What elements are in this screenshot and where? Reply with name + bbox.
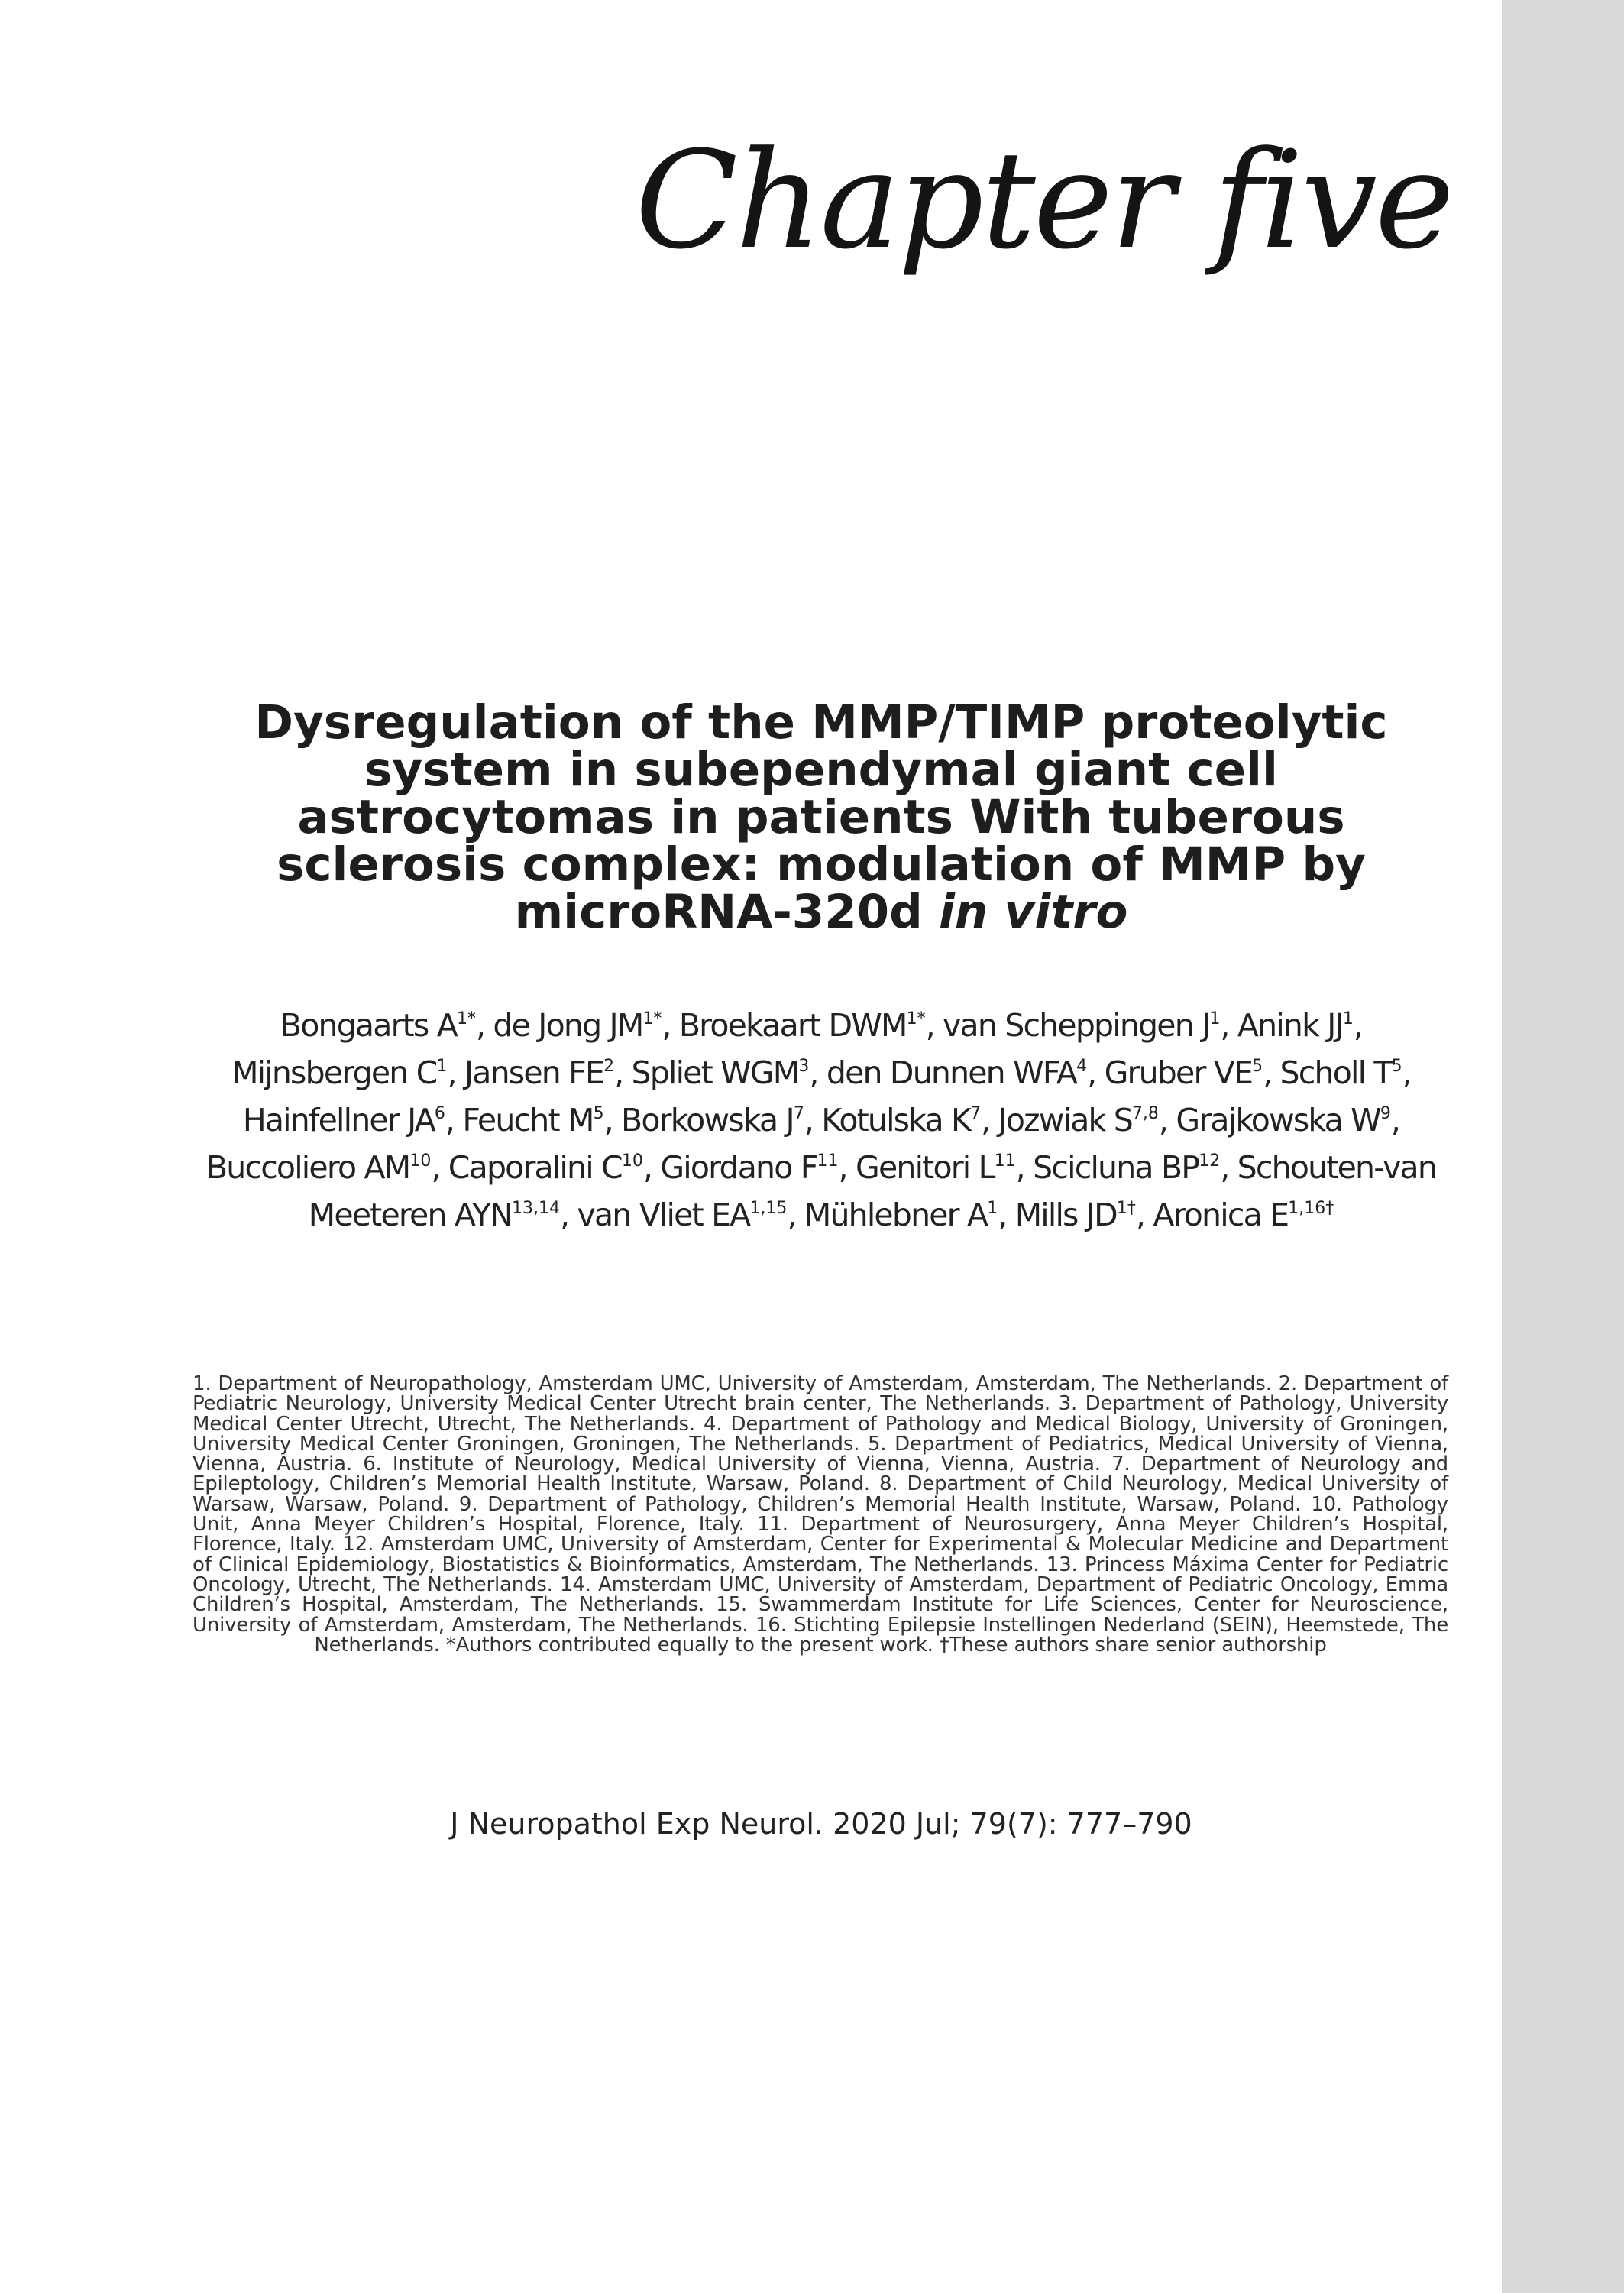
author-name: , Jozwiak S bbox=[981, 1102, 1132, 1138]
title-last-line-main: microRNA-320d bbox=[514, 885, 939, 939]
author-affiliation: 3 bbox=[798, 1057, 810, 1076]
author-name: , de Jong JM bbox=[475, 1007, 643, 1044]
author-affiliation: 5 bbox=[1391, 1057, 1402, 1076]
author-affiliation: 9 bbox=[1380, 1104, 1391, 1123]
page-edge-tab bbox=[1502, 0, 1624, 2293]
author-affiliation: 1 bbox=[436, 1057, 448, 1076]
author-line bbox=[191, 1144, 1451, 1191]
paper-title bbox=[191, 695, 1451, 939]
author-name: , Mills JD bbox=[998, 1197, 1117, 1233]
author-affiliation: 1* bbox=[456, 1009, 476, 1028]
author-name: , van Vliet EA bbox=[560, 1197, 750, 1233]
author-affiliation: 1† bbox=[1116, 1199, 1136, 1218]
author-affiliation: 6 bbox=[434, 1104, 445, 1123]
author-affiliation: 11 bbox=[994, 1151, 1016, 1171]
title-line: sclerosis complex: modulation of MMP by bbox=[277, 837, 1366, 892]
journal-citation: J Neuropathol Exp Neurol. 2020 Jul; 79(7): 777–790 bbox=[450, 1807, 1192, 1841]
author-affiliation: 1,16† bbox=[1288, 1199, 1334, 1218]
affiliations-paragraph: 1. Department of Neuropathology, Amsterdam UMC, University of Amsterdam, Amsterdam, The Netherlands. 2. Department of Pediatric Neurology, University Medical Center Utrecht brain center, The Netherlands. 3. Department of Pathology, University Medical Center Utrecht, Utrecht, The Netherlands. 4. Department of Pathology and Medical Biology, University of Groningen, University Medical Center Groningen, Groningen, The Netherlands. 5. Department of Pediatrics, Medical University of Vienna, Vienna, Austria. 6. Institute of Neurology, Medical University of Vienna, Vienna, Austria. 7. Department of Neurology and Epileptology, Children’s Memorial Health Institute, Warsaw, Poland. 8. Department of Child Neurology, Medical University of Warsaw, Warsaw, Poland. 9. Department of Pathology, Children’s Memorial Health Institute, Warsaw, Poland. 10. Pathology Unit, Anna Meyer Children’s Hospital, Florence, Italy. 11. Department of Neurosurgery, Anna Meyer Children’s Hospital, Florence, Italy. 12. Amsterdam UMC, University of Amsterdam, Center for Experimental & Molecular Medicine and Department of Clinical Epidemiology, Biostatistics & Bioinformatics, Amsterdam, The Netherlands. 13. Princess Máxima Center for Pediatric Oncology, Utrecht, The Netherlands. 14. Amsterdam UMC, University of Amsterdam, Department of Pediatric Oncology, Emma Children’s Hospital, Amsterdam, The Netherlands. 15. Swammerdam Institute for Life Sciences, Center for Neuroscience, University of Amsterdam, Amsterdam, The Netherlands. 16. Stichting Epilepsie Instellingen Nederland (SEIN), Heemstede, The Netherlands. *Authors contributed equally to the present work. †These authors share senior authorship bbox=[192, 1372, 1448, 1657]
author-affiliation: 2 bbox=[603, 1057, 615, 1076]
author-line bbox=[191, 1049, 1451, 1096]
author-affiliation: 1 bbox=[1209, 1009, 1221, 1028]
author-affiliation: 11 bbox=[817, 1151, 839, 1171]
author-name: Buccoliero AM bbox=[205, 1149, 410, 1186]
title-line bbox=[191, 885, 1451, 939]
author-affiliation: 4 bbox=[1076, 1057, 1088, 1076]
author-affiliation: 13,14 bbox=[512, 1199, 561, 1218]
author-name: , Mühlebner A bbox=[787, 1197, 988, 1233]
author-name: , Spliet WGM bbox=[614, 1054, 799, 1091]
author-name: , Scholl T bbox=[1263, 1054, 1392, 1091]
author-name: , Giordano F bbox=[642, 1149, 817, 1186]
title-line: system in subependymal giant cell bbox=[364, 743, 1278, 797]
author-name: , van Scheppingen J bbox=[925, 1007, 1210, 1044]
author-affiliation: 5 bbox=[593, 1104, 604, 1123]
author-name: , Broekaart DWM bbox=[662, 1007, 907, 1044]
author-name: , Kotulska K bbox=[804, 1102, 971, 1138]
author-line bbox=[191, 1002, 1451, 1049]
author-name: , Jansen FE bbox=[447, 1054, 604, 1091]
author-name: , den Dunnen WFA bbox=[809, 1054, 1077, 1091]
author-affiliation: 7,8 bbox=[1131, 1104, 1159, 1123]
author-name: , Caporalini C bbox=[431, 1149, 622, 1186]
author-name: , bbox=[1390, 1102, 1400, 1138]
title-line: Dysregulation of the MMP/TIMP proteolytic bbox=[254, 695, 1388, 750]
author-affiliation: 10 bbox=[621, 1151, 643, 1171]
author-name: Bongaarts A bbox=[280, 1007, 457, 1044]
author-affiliation: 1 bbox=[987, 1199, 998, 1218]
author-affiliation: 7 bbox=[970, 1104, 982, 1123]
author-name: , Scicluna BP bbox=[1015, 1149, 1199, 1186]
author-line bbox=[191, 1096, 1451, 1144]
author-name: Mijnsbergen C bbox=[231, 1054, 437, 1091]
chapter-heading: Chapter five bbox=[635, 122, 1452, 279]
author-list bbox=[191, 1002, 1451, 1239]
title-in-vitro: in vitro bbox=[939, 885, 1128, 939]
author-affiliation: 1,15 bbox=[749, 1199, 788, 1218]
author-line bbox=[191, 1191, 1451, 1239]
author-name: , Feucht M bbox=[445, 1102, 594, 1138]
author-name: , Genitori L bbox=[838, 1149, 995, 1186]
author-name: Meeteren AYN bbox=[308, 1197, 513, 1233]
author-affiliation: 12 bbox=[1199, 1151, 1221, 1171]
author-name: , Gruber VE bbox=[1087, 1054, 1253, 1091]
author-name: , Grajkowska W bbox=[1158, 1102, 1380, 1138]
author-name: , bbox=[1353, 1007, 1363, 1044]
author-affiliation: 1* bbox=[642, 1009, 662, 1028]
author-affiliation: 1 bbox=[1342, 1009, 1354, 1028]
author-affiliation: 1* bbox=[906, 1009, 926, 1028]
author-name: , Borkowska J bbox=[603, 1102, 794, 1138]
author-affiliation: 7 bbox=[793, 1104, 804, 1123]
author-name: , bbox=[1402, 1054, 1411, 1091]
author-affiliation: 10 bbox=[409, 1151, 432, 1171]
author-name: Hainfellner JA bbox=[242, 1102, 435, 1138]
title-line: astrocytomas in patients With tuberous bbox=[297, 790, 1345, 844]
author-affiliation: 5 bbox=[1252, 1057, 1263, 1076]
author-name: , Aronica E bbox=[1135, 1197, 1289, 1233]
author-name: , Schouten-van bbox=[1220, 1149, 1437, 1186]
author-name: , Anink JJ bbox=[1220, 1007, 1343, 1044]
